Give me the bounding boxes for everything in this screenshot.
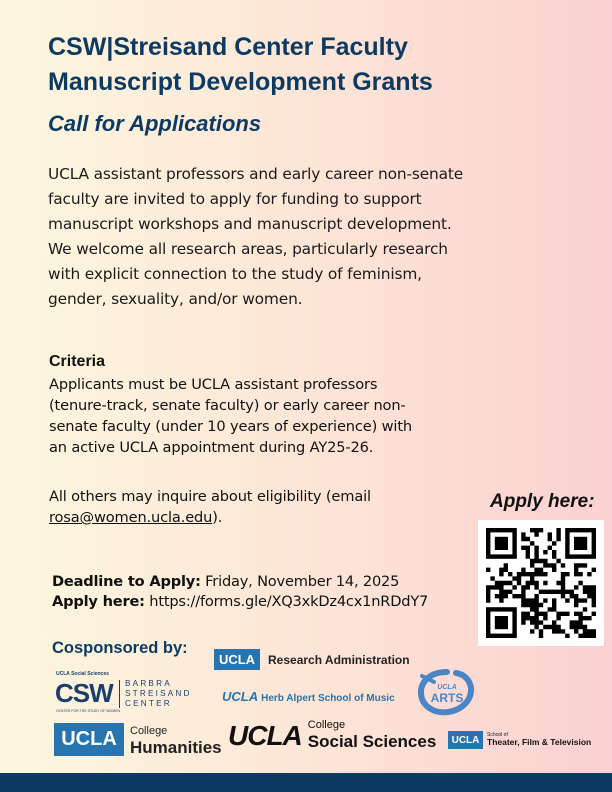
criteria-line: Applicants must be UCLA assistant professors (49, 376, 378, 393)
ucla-wordmark: UCLA (228, 720, 302, 751)
arts-ucla-text: UCLA (437, 684, 457, 691)
eligibility-line: All others may inquire about eligibility (email (49, 488, 371, 505)
deadline-value: Friday, November 14, 2025 (205, 573, 400, 590)
csw-streisand-logo (55, 668, 195, 718)
csw-side-line: CENTER (125, 699, 172, 708)
humanities-college: College (130, 725, 168, 737)
intro-line: We welcome all research areas, particularly research (48, 240, 448, 258)
page-title (48, 30, 568, 100)
ucla-arts-logo (416, 668, 478, 716)
csw-logo-divider (119, 680, 120, 708)
cosponsor-heading: Cosponsored by: (52, 639, 188, 657)
ucla-wordmark: UCLA (214, 649, 260, 670)
herb-alpert-logo (222, 688, 395, 706)
criteria-paragraph (49, 374, 412, 458)
intro-line: faculty are invited to apply for funding to support (48, 190, 422, 208)
theater-film-television-logo (448, 731, 591, 749)
intro-line: manuscript workshops and manuscript development. (48, 215, 452, 233)
deadline-block (52, 572, 428, 612)
intro-line: gender, sexuality, and/or women. (48, 290, 303, 308)
social-sciences-label: Social Sciences (307, 732, 437, 751)
intro-line: UCLA assistant professors and early career non-senate (48, 165, 464, 183)
intro-paragraph (48, 162, 463, 312)
intro-line: with explicit connection to the study of feminism, (48, 265, 422, 283)
deadline-line (52, 572, 428, 592)
deadline-label: Deadline to Apply: (52, 573, 201, 590)
csw-logo-foot: CENTER FOR THE STUDY OF WOMEN (56, 709, 121, 713)
csw-side-line: BARBRA (125, 679, 172, 688)
title-line-2: Manuscript Development Grants (48, 68, 433, 96)
research-administration-logo (214, 649, 410, 670)
footer-bar (0, 773, 612, 792)
page-subtitle: Call for Applications (48, 111, 262, 136)
herb-alpert-label: Herb Alpert School of Music (261, 693, 395, 704)
csw-logo-top: UCLA Social Sciences (56, 671, 109, 677)
social-sciences-logo (228, 720, 436, 750)
qr-finder-pattern (565, 528, 596, 559)
research-administration-label: Research Administration (268, 652, 410, 667)
email-link[interactable]: rosa@women.ucla.edu (49, 509, 213, 526)
csw-logo-side (125, 679, 192, 709)
ucla-wordmark: UCLA (448, 731, 483, 749)
arts-swirl-icon (416, 668, 478, 716)
criteria-heading: Criteria (49, 353, 106, 370)
qr-code-icon[interactable] (478, 520, 604, 646)
criteria-line: senate faculty (under 10 years of experience) with (49, 418, 412, 435)
csw-side-line: STREISAND (125, 689, 192, 698)
tft-label: Theater, Film & Television (487, 737, 592, 748)
arts-label: ARTS (430, 691, 464, 705)
apply-url[interactable]: https://forms.gle/XQ3xkDz4cx1nRDdY7 (149, 593, 429, 610)
eligibility-note (49, 486, 371, 528)
apply-line (52, 592, 428, 612)
eligibility-line-2 (49, 507, 371, 528)
humanities-logo (54, 723, 222, 756)
apply-label: Apply here: (52, 593, 145, 610)
eligibility-suffix: ). (212, 509, 223, 526)
humanities-label: Humanities (130, 738, 222, 757)
criteria-line: (tenure-track, senate faculty) or early career non- (49, 397, 406, 414)
qr-apply-label: Apply here: (490, 491, 595, 512)
qr-finder-pattern (486, 528, 517, 559)
csw-logo-mark: CSW (55, 678, 113, 708)
ucla-wordmark: UCLA (54, 723, 124, 756)
title-line-1: CSW|Streisand Center Faculty (48, 33, 408, 61)
criteria-line: an active UCLA appointment during AY25-26. (49, 439, 374, 456)
ucla-wordmark: UCLA (222, 689, 259, 704)
qr-finder-pattern (486, 607, 517, 638)
qr-code-graphic (478, 520, 604, 646)
social-sciences-college: College (307, 719, 346, 731)
tft-school-of: School of (487, 732, 508, 739)
